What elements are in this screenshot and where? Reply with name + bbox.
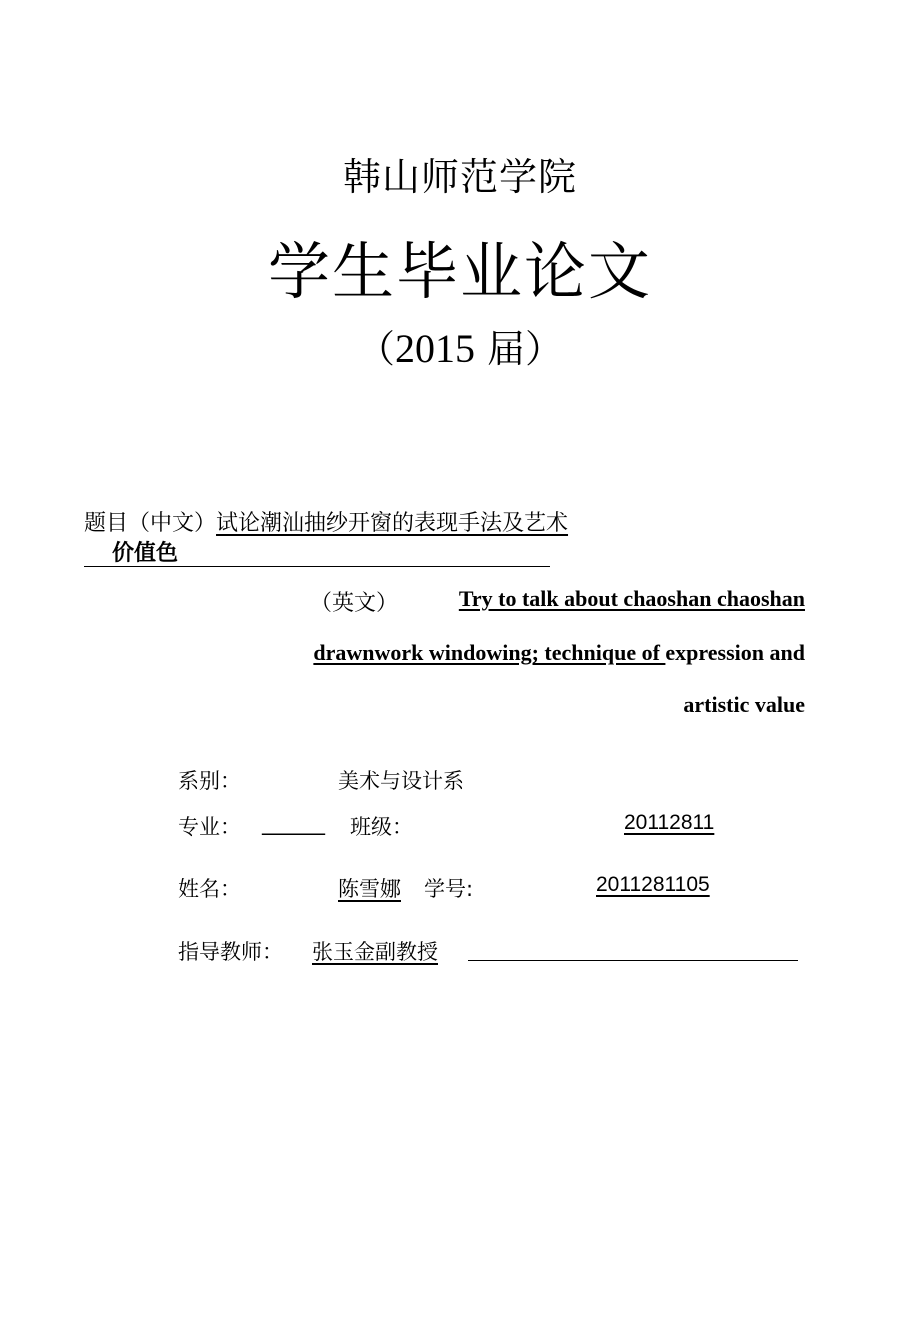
year-open-paren: （ bbox=[356, 327, 395, 371]
title-en-label: （英文） bbox=[310, 591, 399, 616]
advisor-label: 指导教师： bbox=[178, 940, 283, 964]
school-name: 韩山师范学院 bbox=[342, 155, 577, 199]
title-cn-text: 试论潮汕抽纱开窗的表现手法及艺术 bbox=[216, 511, 569, 536]
department-label: 系别： bbox=[178, 769, 241, 793]
document-title: 学生毕业论文 bbox=[267, 235, 652, 308]
title-cn-row bbox=[84, 506, 568, 537]
title-en-line-2 bbox=[313, 640, 805, 666]
student-id-label: 学号: bbox=[424, 877, 474, 901]
advisor-value: 张玉金副教授 bbox=[312, 940, 438, 964]
year-number: 2015 bbox=[394, 326, 475, 371]
title-cn-continuation: 价值色 bbox=[112, 541, 179, 566]
class-value: 20112811 bbox=[624, 811, 715, 834]
title-cn-label: 题目（中文） bbox=[84, 511, 217, 536]
title-en-line-3: artistic value bbox=[683, 692, 805, 717]
year-suffix: 届） bbox=[474, 327, 564, 371]
department-value: 美术与设计系 bbox=[338, 769, 464, 793]
major-value: ______ bbox=[262, 811, 325, 835]
graduation-year bbox=[0, 318, 920, 373]
student-id-value: 2011281105 bbox=[596, 873, 710, 896]
major-label: 专业： bbox=[178, 815, 241, 839]
title-en-line-1: Try to talk about chaoshan chaoshan bbox=[458, 586, 805, 611]
name-label: 姓名： bbox=[178, 877, 241, 901]
title-en-line-2-rest: expression and bbox=[665, 640, 805, 665]
class-label: 班级： bbox=[350, 815, 413, 839]
title-en-line-2-underlined: drawnwork windowing; technique of bbox=[313, 640, 666, 665]
advisor-underline bbox=[468, 960, 798, 961]
name-value: 陈雪娜 bbox=[338, 877, 401, 901]
